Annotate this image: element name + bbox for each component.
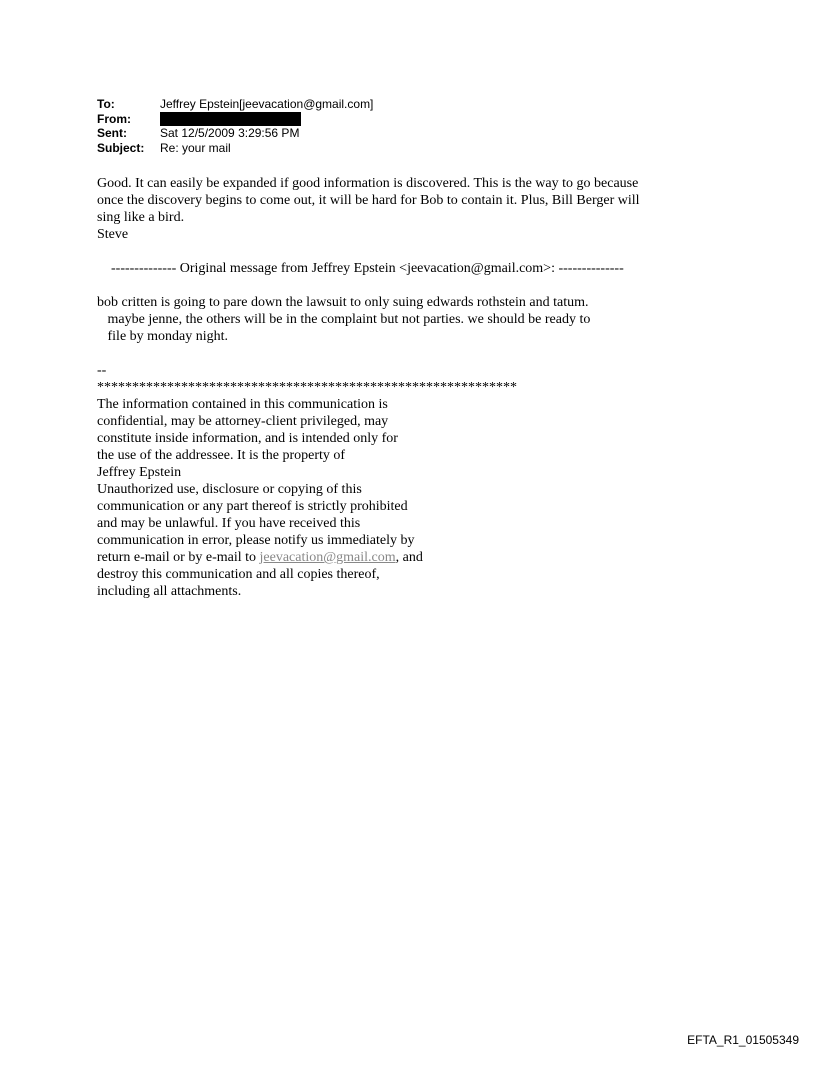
confidentiality-notice (97, 396, 737, 600)
notice-text-before-link: The information contained in this communication is confidential, may be attorney-client privileged, may constitute inside information, and is intended only for the use of the addressee. It is the property of Jeffrey Epstein Unauthorized use, disclosure or copying of this communication or any part thereof is strictly prohibited and may be unlawful. If you have received this communication in error, please notify us immediately by return e-mail or by e-mail to (97, 397, 415, 565)
notice-text-after-link: , and destroy this communication and all copies thereof, including all attachments. (97, 550, 423, 599)
original-message-divider: -------------- Original message from Jeffrey Epstein <jeevacation@gmail.com>: -------------- (97, 261, 624, 276)
to-row (97, 97, 373, 112)
sent-value: Sat 12/5/2009 3:29:56 PM (160, 126, 300, 140)
signature-stars: ************************************************************ (97, 380, 517, 395)
subject-label: Subject: (97, 140, 145, 155)
sent-label: Sent: (97, 126, 127, 140)
sent-row (97, 126, 373, 141)
email-link[interactable]: jeevacation@gmail.com (259, 550, 396, 565)
signature-dashes: -- (97, 363, 107, 378)
from-label: From: (97, 111, 131, 126)
quoted-message: bob critten is going to pare down the lawsuit to only suing edwards rothstein and tatum. maybe jenne, the others will be in the complaint but not parties. we should be ready to file by monday night. (97, 295, 591, 344)
reply-text: Good. It can easily be expanded if good information is discovered. This is the way to go because once the discovery begins to come out, it will be hard for Bob to contain it. Plus, Bill Berger will sing like a bird. Steve (97, 176, 640, 242)
subject-row (97, 141, 373, 156)
redaction-block (160, 112, 301, 126)
email-body (97, 175, 737, 600)
subject-value: Re: your mail (160, 140, 231, 155)
from-row (97, 112, 373, 127)
to-value: Jeffrey Epstein[jeevacation@gmail.com] (160, 97, 374, 111)
document-id: EFTA_R1_01505349 (687, 1033, 799, 1047)
to-label: To: (97, 97, 115, 111)
email-header (97, 97, 373, 155)
